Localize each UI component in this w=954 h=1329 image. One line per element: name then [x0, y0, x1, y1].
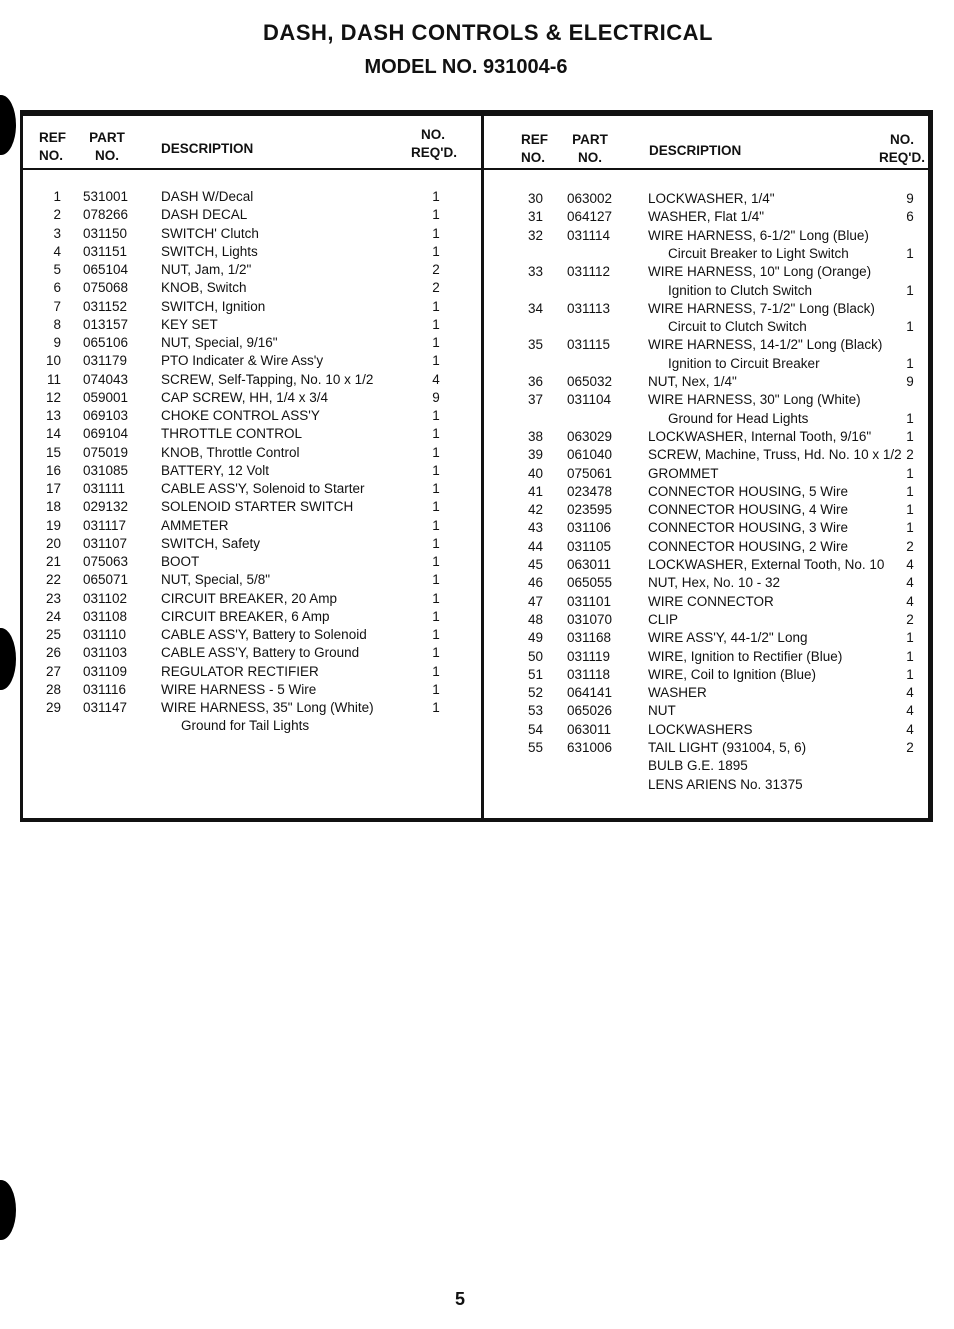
part-number: 078266 [83, 207, 129, 223]
ref-number: 19 [45, 517, 61, 533]
ref-number: 53 [527, 703, 543, 719]
part-description: SWITCH, Ignition [161, 298, 266, 314]
part-number: 031102 [83, 590, 128, 606]
part-number: 031108 [83, 608, 128, 624]
quantity-required: 1 [906, 355, 914, 371]
table-row [23, 776, 928, 794]
quantity-required: 1 [432, 663, 440, 679]
quantity-required: 1 [906, 666, 914, 682]
part-description: LOCKWASHER, Internal Tooth, 9/16" [648, 428, 872, 444]
header-part-right: PART NO. [572, 132, 608, 165]
part-description: CLIP [648, 611, 679, 627]
ref-number: 4 [53, 243, 61, 259]
part-description: GROMMET [648, 465, 719, 481]
quantity-required: 1 [432, 225, 440, 241]
ref-number: 18 [45, 499, 61, 515]
part-number: 031147 [83, 700, 128, 715]
ref-number: 20 [45, 535, 61, 551]
part-description: NUT, Special, 5/8" [161, 572, 271, 588]
quantity-required: 1 [432, 535, 440, 551]
page-number: 5 [455, 1289, 466, 1309]
part-description: BOOT [161, 554, 200, 569]
part-description: CHOKE CONTROL ASS'Y [161, 408, 320, 423]
quantity-required: 1 [432, 408, 440, 423]
part-number: 075061 [567, 465, 613, 481]
part-number: 063011 [567, 721, 612, 737]
binder-hole-top [0, 95, 16, 155]
part-description: WIRE HARNESS, 10" Long (Orange) [648, 264, 872, 280]
table-row [23, 263, 928, 281]
ref-number: 12 [45, 389, 61, 405]
table-row [23, 483, 928, 501]
quantity-required: 1 [432, 499, 440, 515]
ref-number: 30 [527, 191, 543, 206]
quantity-required: 2 [906, 447, 914, 463]
part-number: 031179 [83, 353, 128, 369]
header-description-left: DESCRIPTION [161, 141, 254, 156]
ref-number: 47 [527, 593, 543, 609]
part-description: PTO Indicater & Wire Ass'y [161, 353, 324, 369]
table-row [23, 318, 928, 336]
table-row [23, 355, 928, 373]
part-number: 074043 [83, 371, 129, 387]
ref-number: 24 [45, 608, 61, 624]
header-rule-left [23, 168, 481, 170]
part-description: Circuit to Clutch Switch [668, 319, 807, 335]
part-description: Ground for Head Lights [668, 410, 809, 426]
part-number: 065026 [567, 703, 613, 719]
part-number: 065032 [567, 374, 613, 389]
ref-number: 3 [53, 225, 61, 241]
header-qty-left: NO. REQ'D. [411, 127, 457, 160]
table-row [23, 757, 928, 775]
part-number: 069103 [83, 408, 129, 423]
part-number: 031119 [567, 648, 611, 664]
ref-number: 21 [45, 554, 61, 569]
ref-number: 26 [45, 645, 61, 661]
part-description: CONNECTOR HOUSING, 5 Wire [648, 483, 849, 499]
part-description: WIRE CONNECTOR [648, 593, 774, 609]
table-row [23, 538, 928, 556]
header-part-left: PART NO. [89, 130, 125, 163]
quantity-required: 9 [906, 374, 914, 389]
part-number: 061040 [567, 447, 613, 463]
quantity-required: 1 [432, 462, 440, 478]
table-row [23, 666, 928, 684]
ref-number: 49 [527, 630, 543, 646]
part-number: 031110 [83, 627, 127, 642]
part-description: CIRCUIT BREAKER, 20 Amp [161, 590, 338, 606]
ref-number: 28 [45, 681, 61, 697]
part-number: 031152 [83, 298, 128, 314]
quantity-required: 1 [432, 627, 440, 642]
part-description: Ignition to Circuit Breaker [668, 355, 820, 371]
table-row [23, 739, 928, 757]
part-description: KNOB, Throttle Control [161, 444, 300, 460]
part-description: SWITCH, Safety [161, 535, 261, 551]
part-description: CIRCUIT BREAKER, 6 Amp [161, 608, 330, 624]
page-title: DASH, DASH CONTROLS & ELECTRICAL [263, 20, 713, 45]
quantity-required: 1 [432, 517, 440, 533]
ref-number: 23 [45, 590, 61, 606]
quantity-required: 1 [432, 645, 440, 661]
part-description: KEY SET [161, 316, 218, 332]
part-number: 075068 [83, 280, 129, 296]
ref-number: 6 [53, 280, 61, 296]
table-row [23, 702, 928, 720]
part-description: WIRE HARNESS, 35" Long (White) [161, 700, 374, 715]
part-description: NUT, Special, 9/16" [161, 335, 278, 350]
part-number: 031114 [567, 227, 611, 243]
quantity-required: 4 [906, 557, 914, 572]
ref-number: 37 [527, 392, 543, 408]
quantity-required: 4 [906, 703, 914, 719]
part-description: CABLE ASS'Y, Battery to Ground [161, 645, 360, 661]
part-number: 031115 [567, 337, 611, 353]
parts-table [20, 110, 933, 822]
part-description: WIRE HARNESS, 14-1/2" Long (Black) [648, 337, 883, 353]
quantity-required: 1 [906, 483, 914, 499]
ref-number: 50 [527, 648, 543, 664]
table-row [23, 227, 928, 245]
quantity-required: 9 [432, 389, 440, 405]
quantity-required: 2 [432, 280, 440, 296]
quantity-required: 1 [432, 590, 440, 606]
ref-number: 33 [527, 264, 543, 280]
part-description: LENS ARIENS No. 31375 [648, 776, 803, 792]
part-description: LOCKWASHER, External Tooth, No. 10 [648, 557, 885, 572]
part-number: 075063 [83, 554, 129, 569]
part-description: NUT [648, 703, 676, 719]
quantity-required: 1 [906, 520, 914, 536]
ref-number: 48 [527, 611, 543, 627]
table-row [23, 684, 928, 702]
ref-number: 25 [45, 627, 61, 642]
part-number: 023595 [567, 502, 613, 518]
part-number: 023478 [567, 483, 613, 499]
part-number: 031117 [83, 517, 127, 533]
part-number: 031151 [83, 243, 128, 259]
ref-number: 29 [45, 700, 61, 715]
part-number: 063011 [567, 557, 612, 572]
part-description: CABLE ASS'Y, Solenoid to Starter [161, 481, 365, 496]
ref-number: 41 [527, 483, 543, 499]
ref-number: 40 [527, 465, 543, 481]
quantity-required: 1 [906, 428, 914, 444]
quantity-required: 1 [906, 465, 914, 481]
table-row [23, 190, 928, 208]
ref-number: 36 [527, 374, 543, 389]
part-number: 031101 [567, 593, 612, 609]
part-description: REGULATOR RECTIFIER [161, 663, 319, 679]
ref-number: 10 [45, 353, 61, 369]
quantity-required: 1 [432, 207, 440, 223]
table-row [23, 556, 928, 574]
header-rule-right [484, 168, 928, 170]
ref-number: 9 [53, 335, 61, 350]
quantity-required: 1 [432, 681, 440, 697]
part-number: 031106 [567, 520, 612, 536]
part-description: WASHER [648, 685, 707, 701]
model-number: MODEL NO. 931004-6 [364, 56, 568, 78]
quantity-required: 1 [906, 502, 914, 518]
quantity-required: 1 [432, 554, 440, 569]
part-number: 075019 [83, 444, 129, 460]
quantity-required: 1 [432, 572, 440, 588]
part-number: 069104 [83, 426, 129, 442]
ref-number: 22 [45, 572, 61, 588]
ref-number: 31 [527, 209, 543, 225]
quantity-required: 4 [906, 721, 914, 737]
table-row [23, 611, 928, 629]
part-number: 031150 [83, 225, 128, 241]
part-description: Ignition to Clutch Switch [668, 282, 813, 298]
part-number: 031118 [567, 666, 611, 682]
part-number: 065104 [83, 262, 129, 277]
part-number: 064127 [567, 209, 613, 225]
part-number: 031085 [83, 462, 129, 478]
part-number: 631006 [567, 740, 613, 755]
part-number: 031113 [567, 300, 611, 316]
ref-number: 38 [527, 428, 543, 444]
part-number: 031168 [567, 630, 612, 646]
ref-number: 2 [53, 207, 61, 223]
quantity-required: 1 [432, 608, 440, 624]
quantity-required: 1 [432, 189, 440, 204]
part-description: CONNECTOR HOUSING, 3 Wire [648, 520, 849, 536]
quantity-required: 1 [432, 316, 440, 332]
quantity-required: 6 [906, 209, 914, 225]
part-number: 031111 [83, 481, 126, 496]
part-description: LOCKWASHERS [648, 721, 753, 737]
part-description: WIRE HARNESS, 7-1/2" Long (Black) [648, 300, 875, 316]
ref-number: 35 [527, 337, 543, 353]
ref-number: 27 [45, 663, 61, 679]
part-description: WIRE, Coil to Ignition (Blue) [648, 666, 817, 682]
part-number: 031070 [567, 611, 613, 627]
header-qty-right: NO. REQ'D. [879, 132, 925, 165]
quantity-required: 1 [906, 282, 914, 298]
table-row [23, 208, 928, 226]
ref-number: 34 [527, 300, 543, 316]
ref-number: 17 [45, 481, 61, 496]
table-row [23, 593, 928, 611]
table-row [23, 519, 928, 537]
ref-number: 11 [46, 371, 61, 387]
table-row [23, 629, 928, 647]
part-description: DASH W/Decal [161, 189, 254, 204]
quantity-required: 4 [906, 593, 914, 609]
part-description: WIRE HARNESS - 5 Wire [161, 681, 317, 697]
ref-number: 13 [45, 408, 61, 423]
part-number: 029132 [83, 499, 129, 515]
part-description: SWITCH' Clutch [161, 225, 259, 241]
part-description: SCREW, Machine, Truss, Hd. No. 10 x 1/2 [648, 447, 902, 463]
ref-number: 44 [527, 538, 543, 554]
part-description: Ground for Tail Lights [181, 718, 310, 734]
ref-number: 55 [527, 740, 543, 755]
quantity-required: 2 [906, 538, 914, 554]
part-number: 065106 [83, 335, 129, 350]
table-row [23, 574, 928, 592]
part-number: 064141 [567, 685, 613, 701]
part-number: 031112 [567, 264, 611, 280]
quantity-required: 1 [906, 648, 914, 664]
part-description: CABLE ASS'Y, Battery to Solenoid [161, 627, 367, 642]
part-number: 065071 [83, 572, 129, 588]
part-description: SOLENOID STARTER SWITCH [161, 499, 354, 515]
quantity-required: 1 [432, 426, 440, 442]
quantity-required: 1 [906, 410, 914, 426]
part-description: SCREW, Self-Tapping, No. 10 x 1/2 [161, 371, 374, 387]
part-description: BATTERY, 12 Volt [161, 462, 270, 478]
part-description: NUT, Hex, No. 10 - 32 [648, 575, 781, 591]
table-row [23, 428, 928, 446]
part-description: CONNECTOR HOUSING, 2 Wire [648, 538, 849, 554]
part-description: DASH DECAL [161, 207, 248, 223]
part-description: SWITCH, Lights [161, 243, 258, 259]
part-number: 031105 [567, 538, 612, 554]
ref-number: 51 [527, 666, 543, 682]
table-row [23, 410, 928, 428]
part-description: NUT, Nex, 1/4" [648, 374, 737, 389]
part-number: 065055 [567, 575, 613, 591]
table-row [23, 501, 928, 519]
part-number: 031116 [83, 681, 127, 697]
quantity-required: 1 [432, 298, 440, 314]
ref-number: 52 [527, 685, 543, 701]
ref-number: 5 [53, 262, 61, 277]
table-row [23, 336, 928, 354]
ref-number: 39 [527, 447, 543, 463]
table-row [23, 446, 928, 464]
part-number: 031107 [83, 535, 128, 551]
quantity-required: 1 [432, 353, 440, 369]
ref-number: 14 [45, 426, 61, 442]
quantity-required: 1 [906, 245, 914, 261]
ref-number: 45 [527, 557, 543, 572]
part-number: 531001 [83, 189, 129, 204]
quantity-required: 1 [432, 335, 440, 350]
binder-hole-bottom [0, 1180, 16, 1240]
part-description: TAIL LIGHT (931004, 5, 6) [648, 740, 807, 755]
part-description: CONNECTOR HOUSING, 4 Wire [648, 502, 849, 518]
part-description: CAP SCREW, HH, 1/4 x 3/4 [161, 389, 329, 405]
ref-number: 42 [527, 502, 543, 518]
quantity-required: 1 [432, 481, 440, 496]
quantity-required: 1 [432, 243, 440, 259]
part-number: 031103 [83, 645, 128, 661]
ref-number: 16 [45, 462, 61, 478]
header-description-right: DESCRIPTION [649, 143, 742, 158]
table-row [23, 300, 928, 318]
part-description: WIRE HARNESS, 6-1/2" Long (Blue) [648, 227, 869, 243]
ref-number: 32 [527, 227, 543, 243]
table-row [23, 648, 928, 666]
quantity-required: 9 [906, 191, 914, 206]
part-description: Circuit Breaker to Light Switch [668, 245, 849, 261]
ref-number: 15 [45, 444, 61, 460]
part-number: 013157 [83, 316, 129, 332]
binder-hole-middle [0, 628, 16, 690]
quantity-required: 1 [432, 700, 440, 715]
ref-number: 43 [527, 520, 543, 536]
ref-number: 8 [53, 316, 61, 332]
quantity-required: 4 [432, 371, 440, 387]
part-number: 063002 [567, 191, 613, 206]
part-description: THROTTLE CONTROL [161, 426, 303, 442]
ref-number: 46 [527, 575, 543, 591]
part-number: 063029 [567, 428, 613, 444]
quantity-required: 2 [906, 611, 914, 627]
table-row [23, 391, 928, 409]
quantity-required: 1 [906, 319, 914, 335]
ref-number: 54 [527, 721, 543, 737]
part-description: BULB G.E. 1895 [648, 758, 748, 774]
table-row [23, 282, 928, 300]
quantity-required: 4 [906, 575, 914, 591]
part-description: WIRE HARNESS, 30" Long (White) [648, 392, 861, 408]
ref-number: 1 [53, 189, 61, 204]
part-description: LOCKWASHER, 1/4" [648, 191, 775, 206]
part-description: KNOB, Switch [161, 280, 247, 296]
header-ref-left: REF NO. [39, 130, 66, 163]
ref-number: 7 [53, 298, 61, 314]
table-row [23, 245, 928, 263]
part-description: WIRE ASS'Y, 44-1/2" Long [648, 630, 808, 646]
table-row [23, 373, 928, 391]
quantity-required: 4 [906, 685, 914, 701]
table-row [23, 465, 928, 483]
part-description: AMMETER [161, 517, 229, 533]
table-row [23, 721, 928, 739]
part-number: 031104 [567, 392, 612, 408]
header-ref-right: REF NO. [521, 132, 548, 165]
quantity-required: 2 [906, 740, 914, 755]
quantity-required: 1 [432, 444, 440, 460]
part-description: WIRE, Ignition to Rectifier (Blue) [648, 648, 843, 664]
part-number: 031109 [83, 663, 128, 679]
part-description: WASHER, Flat 1/4" [648, 209, 765, 225]
quantity-required: 1 [906, 630, 914, 646]
part-description: NUT, Jam, 1/2" [161, 262, 252, 277]
quantity-required: 2 [432, 262, 440, 277]
part-number: 059001 [83, 389, 129, 405]
